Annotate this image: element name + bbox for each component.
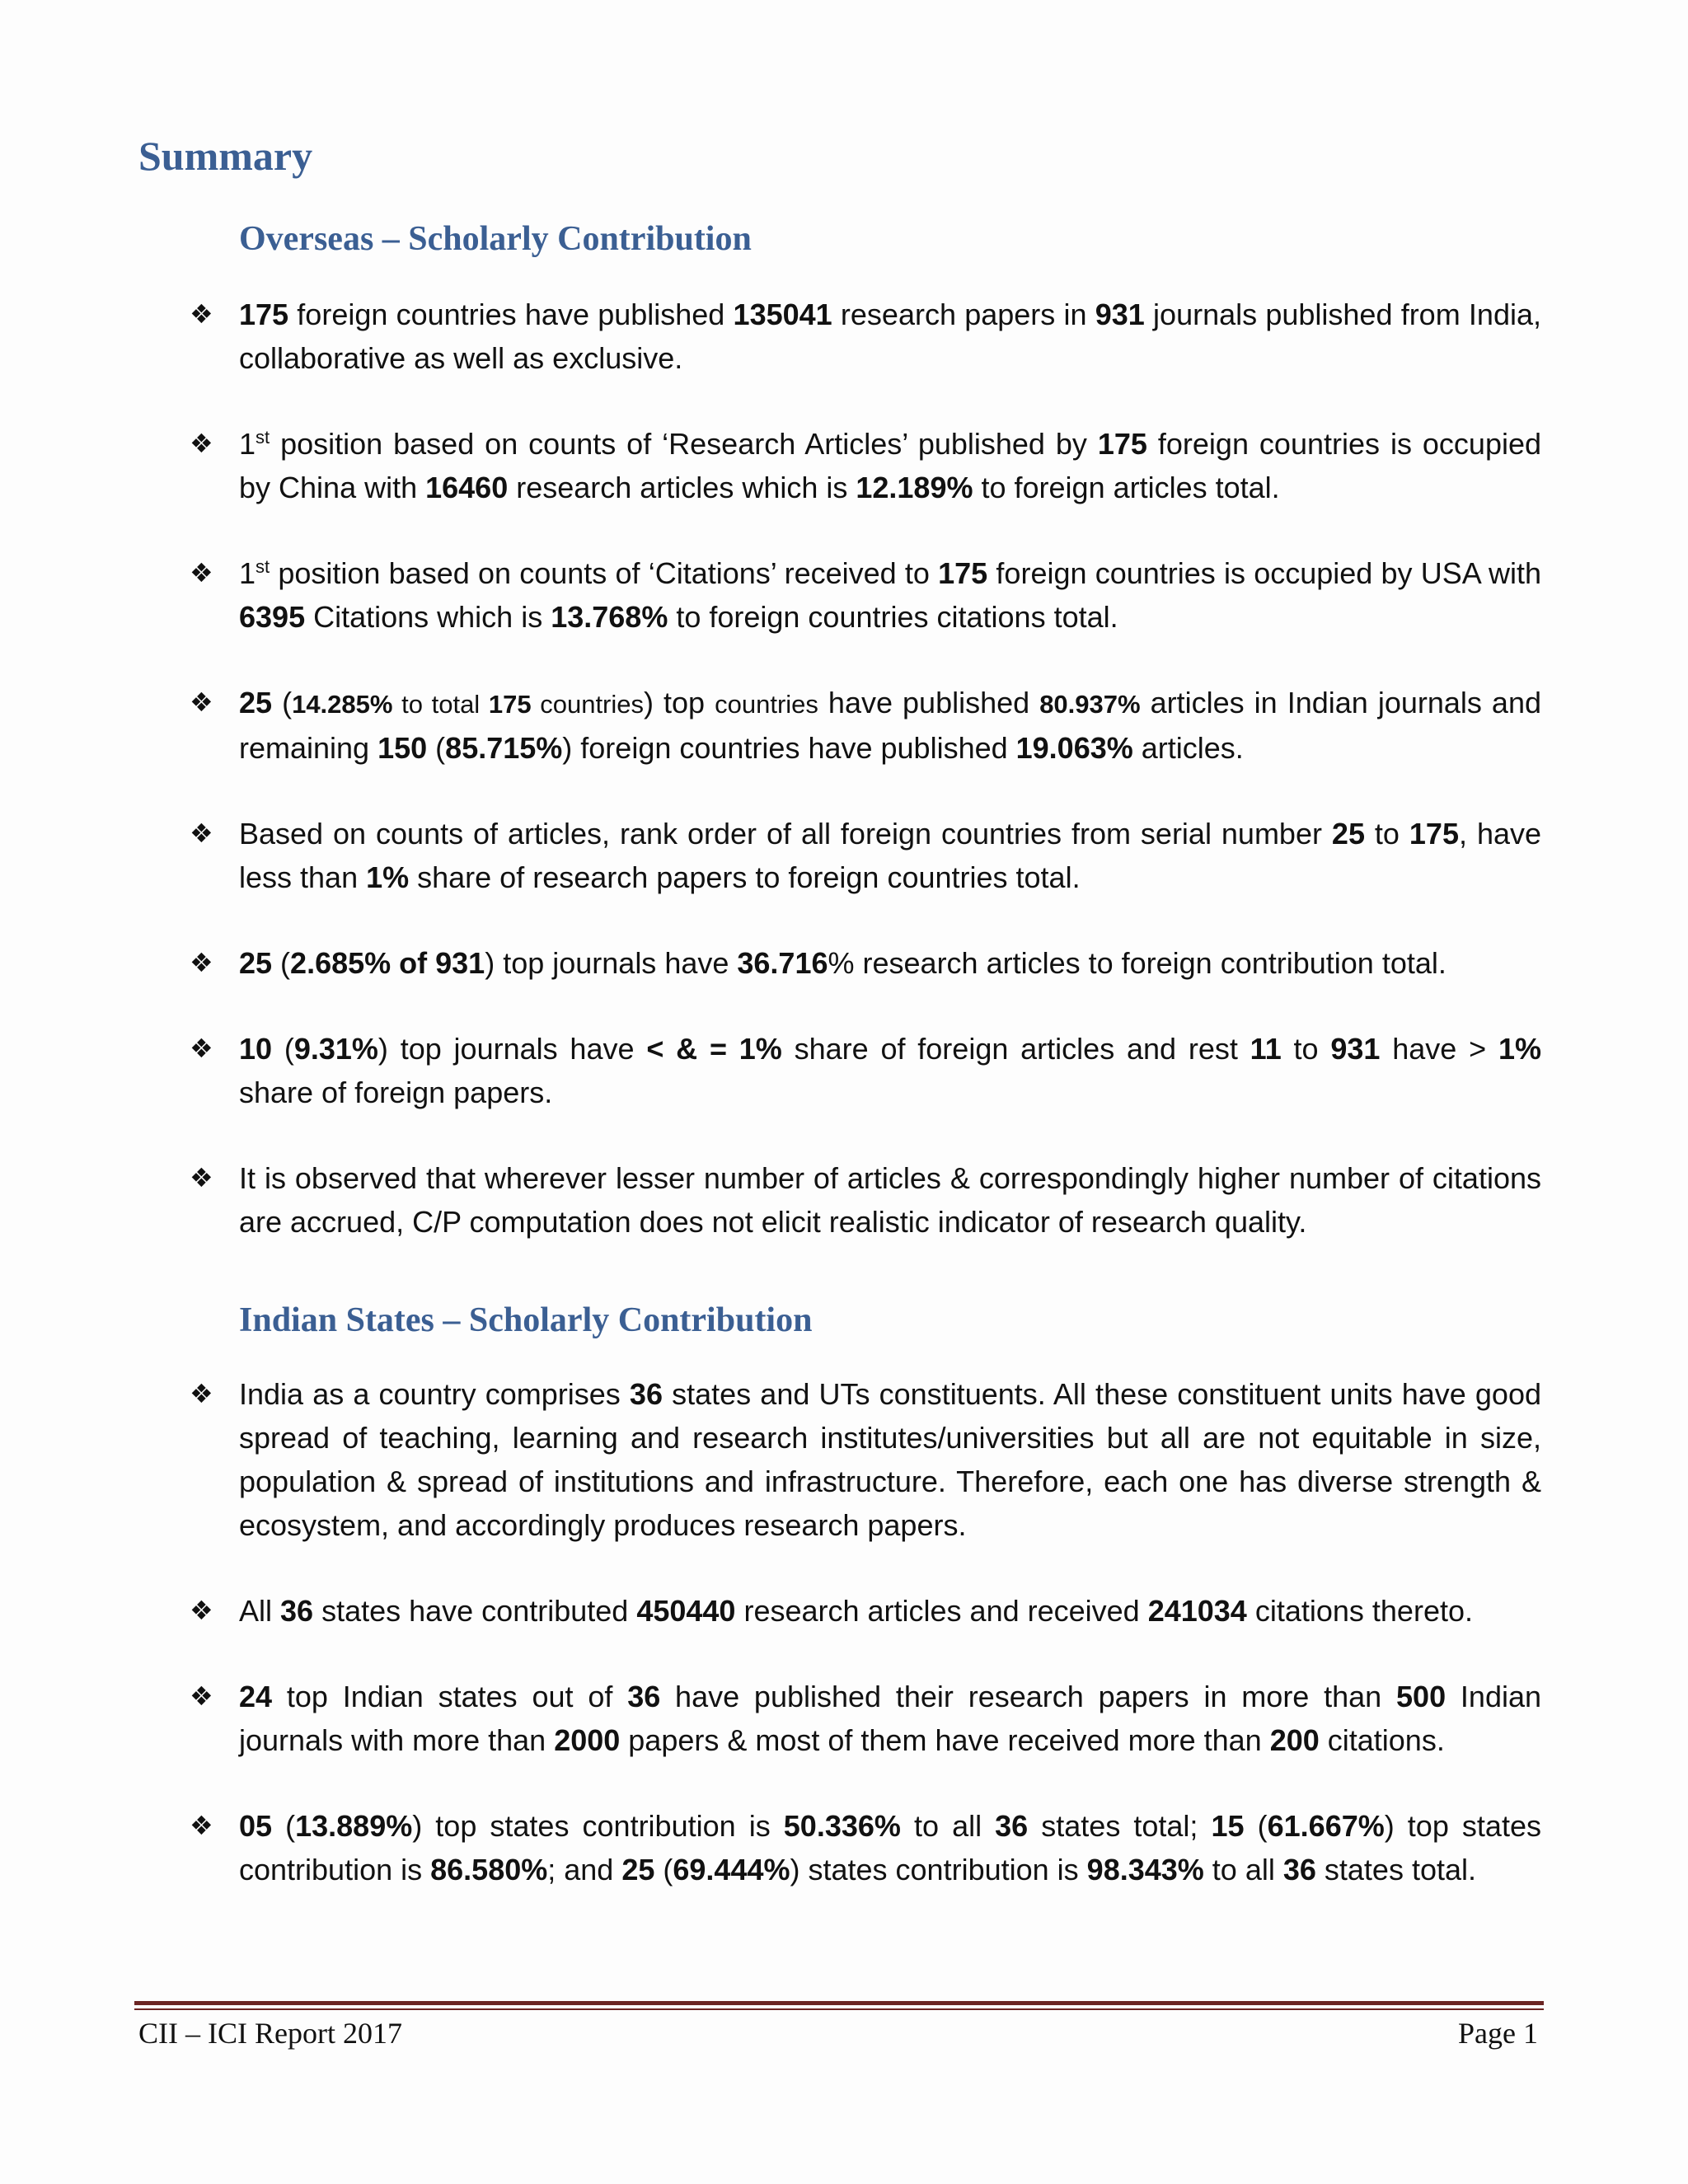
item-text: states and UTs constituents. All these constituent units have good spread of teaching, learning and research institutes/universities but all are not equitable in size, population & spread of institutions and infrastructure. Therefore, each one has diverse strength & ecosystem, and accordingly produces research papers. [239, 1377, 1541, 1542]
item-text: % research articles to foreign contribution total. [828, 946, 1447, 980]
bold-figure: 500 [1396, 1680, 1447, 1713]
item-text: st [256, 556, 270, 577]
diamond-bullet-icon: ❖ [190, 687, 213, 717]
bold-figure: 9.31% [293, 1032, 378, 1066]
item-text: to foreign countries citations total. [668, 600, 1118, 634]
item-text: ) foreign countries have published [562, 731, 1016, 765]
item-text: All [239, 1594, 281, 1628]
footer-page-number: Page 1 [1458, 2017, 1538, 2050]
list-item [190, 422, 1541, 509]
item-text: have > [1380, 1032, 1498, 1066]
bold-figure: 15 [1211, 1809, 1245, 1843]
diamond-bullet-icon: ❖ [190, 1379, 213, 1408]
item-text: ( [1244, 1809, 1268, 1843]
item-text: ) top states contribution is [239, 1809, 1541, 1886]
list-item [190, 941, 1541, 985]
item-text: foreign countries have published [288, 298, 734, 331]
bold-figure: 2.685% of 931 [290, 946, 485, 980]
bold-figure: 25 [1331, 817, 1365, 851]
list-item [190, 1156, 1541, 1244]
item-text: ( [654, 1853, 673, 1886]
bold-figure: 175 [239, 298, 289, 331]
item-text: research articles and received [735, 1594, 1148, 1628]
bold-figure: 10 [239, 1032, 273, 1066]
diamond-bullet-icon: ❖ [190, 299, 213, 329]
item-text: have published their research papers in more than [660, 1680, 1397, 1713]
bold-figure: 24 [239, 1680, 273, 1713]
item-text: top Indian states out of [272, 1680, 628, 1713]
item-text: Citations which is [305, 600, 551, 634]
bold-figure: 13.889% [295, 1809, 413, 1843]
bold-figure: 931 [1095, 298, 1145, 331]
bold-figure: 25 [621, 1853, 655, 1886]
bold-figure: 98.343% [1086, 1853, 1204, 1886]
list-item [190, 1675, 1541, 1762]
item-text: articles in Indian journals and remaining [239, 686, 1541, 765]
item-text: 1 [239, 427, 256, 461]
bold-figure: 2000 [554, 1723, 621, 1757]
item-text: articles. [1132, 731, 1244, 765]
bold-figure: 6395 [239, 600, 306, 634]
item-text: It is observed that wherever lesser number of articles & correspondingly higher number of citations are accrued, C/P computation does not elicit realistic indicator of research quality. [239, 1161, 1541, 1239]
bold-figure: 13.768% [551, 600, 668, 634]
bold-figure: 05 [239, 1809, 273, 1843]
diamond-bullet-icon: ❖ [190, 818, 213, 848]
item-text: ) top [644, 686, 715, 719]
bold-figure: 36 [627, 1680, 661, 1713]
bold-figure: 61.667% [1267, 1809, 1385, 1843]
item-text: Based on counts of articles, rank order of all foreign countries from serial number [239, 817, 1332, 851]
section-title-indian-states: Indian States – Scholarly Contribution [239, 1301, 813, 1339]
bold-figure: 241034 [1147, 1594, 1247, 1628]
list-item [190, 812, 1541, 899]
bold-figure: 135041 [733, 298, 832, 331]
item-text: citations. [1319, 1723, 1445, 1757]
bold-figure: 450440 [636, 1594, 736, 1628]
item-text: to [1281, 1032, 1331, 1066]
bold-figure: 931 [1330, 1032, 1381, 1066]
list-item [190, 1027, 1541, 1114]
item-text: 1 [239, 556, 256, 590]
item-text: ) states contribution is [790, 1853, 1087, 1886]
bold-figure: 16460 [425, 471, 509, 504]
bold-figure: 1% [366, 860, 410, 894]
bold-figure: 80.937% [1039, 690, 1141, 719]
bold-figure: 12.189% [856, 471, 973, 504]
item-text: to foreign articles total. [973, 471, 1280, 504]
bold-figure: 175 [1097, 427, 1147, 461]
item-text: states have contributed [313, 1594, 637, 1628]
item-text: ) top states contribution is [412, 1809, 784, 1843]
diamond-bullet-icon: ❖ [190, 1811, 213, 1840]
item-text: foreign countries is occupied by USA with [987, 556, 1541, 590]
diamond-bullet-icon: ❖ [190, 1033, 213, 1063]
item-text: to all [1203, 1853, 1283, 1886]
footer-rule-thin [134, 2008, 1544, 2010]
footer-report-title: CII – ICI Report 2017 [138, 2017, 402, 2050]
item-text: foreign countries is occupied by China with [239, 427, 1542, 504]
item-text: ; and [547, 1853, 622, 1886]
item-text: countries [715, 690, 818, 719]
bold-figure: 11 [1250, 1032, 1282, 1066]
diamond-bullet-icon: ❖ [190, 1163, 213, 1193]
bold-figure: 150 [377, 731, 428, 765]
list-item [190, 551, 1541, 639]
item-text: ) top journals have [377, 1032, 647, 1066]
item-text: states total; [1028, 1809, 1212, 1843]
bold-figure: 14.285% [292, 690, 393, 719]
bold-figure: 36 [629, 1377, 663, 1411]
item-text: to total [392, 690, 489, 719]
bold-figure: 36 [1282, 1853, 1316, 1886]
list-item [190, 1589, 1541, 1633]
diamond-bullet-icon: ❖ [190, 1596, 213, 1625]
diamond-bullet-icon: ❖ [190, 429, 213, 458]
bold-figure: 50.336% [783, 1809, 901, 1843]
item-text: to [1364, 817, 1409, 851]
item-text: journals published from India, collaborative as well as exclusive. [239, 298, 1541, 375]
bold-figure: 86.580% [430, 1853, 548, 1886]
item-text: Indian journals with more than [239, 1680, 1542, 1757]
section-title-overseas: Overseas – Scholarly Contribution [239, 220, 752, 258]
diamond-bullet-icon: ❖ [190, 558, 213, 588]
list-item [190, 293, 1541, 380]
bold-figure: 36.716 [737, 946, 828, 980]
bold-figure: 36 [280, 1594, 314, 1628]
item-text: ( [427, 731, 446, 765]
item-text: papers & most of them have received more than [620, 1723, 1270, 1757]
bold-figure: 25 [239, 686, 273, 719]
item-text: research articles which is [508, 471, 856, 504]
list-item [190, 1372, 1541, 1547]
bold-figure: 25 [239, 946, 273, 980]
diamond-bullet-icon: ❖ [190, 948, 213, 977]
bold-figure: 1% [1498, 1032, 1541, 1066]
item-text: research papers in [832, 298, 1095, 331]
item-text: countries [531, 690, 645, 719]
overseas-bullet-list [190, 293, 1541, 1286]
item-text: ( [272, 1809, 296, 1843]
item-text: , have less than [239, 817, 1542, 894]
indian-states-bullet-list [190, 1372, 1541, 1933]
list-item [190, 1804, 1541, 1891]
item-text: to all [900, 1809, 996, 1843]
bold-figure: 19.063% [1015, 731, 1133, 765]
item-text: ) top journals have [485, 946, 738, 980]
diamond-bullet-icon: ❖ [190, 1681, 213, 1711]
bold-figure: 200 [1269, 1723, 1320, 1757]
bold-figure: 175 [488, 690, 532, 719]
item-text: share of research papers to foreign countries total. [409, 860, 1081, 894]
bold-figure: 36 [995, 1809, 1029, 1843]
bold-figure: 69.444% [673, 1853, 790, 1886]
item-text: have published [818, 686, 1040, 719]
item-text: states total. [1315, 1853, 1476, 1886]
page-title: Summary [138, 133, 313, 179]
item-text: ( [272, 686, 293, 719]
footer-rule-thick [134, 2001, 1544, 2005]
item-text: ( [272, 946, 291, 980]
item-text: citations thereto. [1246, 1594, 1473, 1628]
item-text: position based on counts of ‘Citations’ received to [270, 556, 939, 590]
bold-figure: 175 [1409, 817, 1459, 851]
item-text: position based on counts of ‘Research Articles’ published by [270, 427, 1098, 461]
bold-figure: 175 [938, 556, 988, 590]
item-text: share of foreign papers. [239, 1076, 553, 1109]
list-item [190, 681, 1541, 770]
bold-figure: < & = 1% [646, 1032, 782, 1066]
item-text: share of foreign articles and rest [781, 1032, 1250, 1066]
item-text: India as a country comprises [239, 1377, 630, 1411]
bold-figure: 85.715% [445, 731, 563, 765]
item-text: st [256, 427, 270, 448]
item-text: ( [272, 1032, 294, 1066]
